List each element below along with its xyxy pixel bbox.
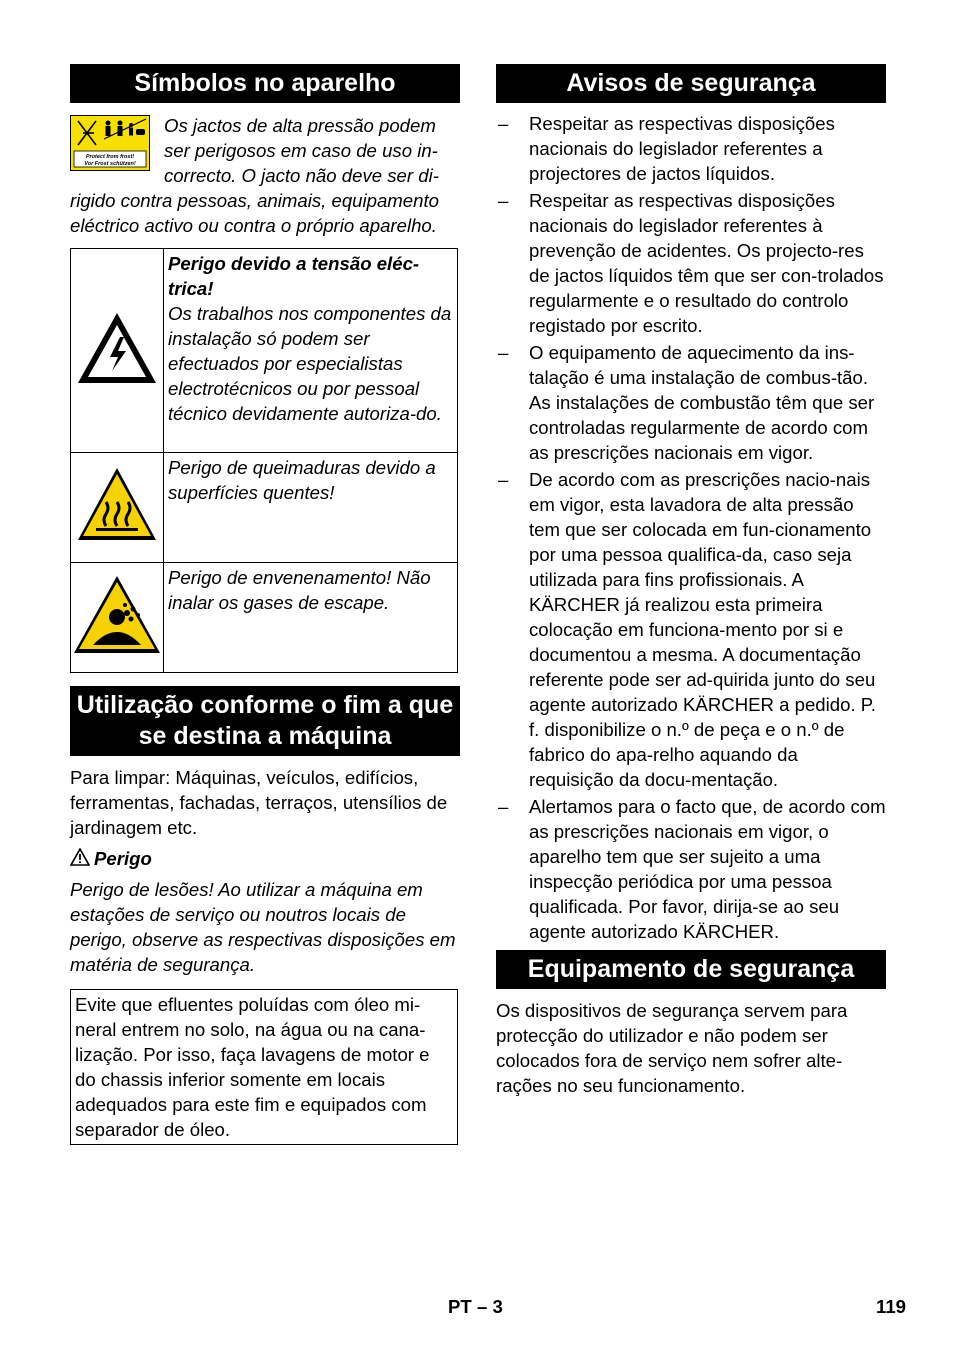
list-item: – De acordo com as prescrições nacio-nais em vigor, esta lavadora de alta pressão tem que ser colocada em fun-cionamento por uma pessoa qualifica-da, caso seja utilizada para fins profissionais. A KÄRCHER já realizou esta primeira colocação em funciona-mento por si e documentou a mesma. A documentação referente pode ser ad-quirida junto do seu agente autorizado KÄRCHER a pedido. P. f. disponibilize o n.º de peça e o n.º de fabrico do apa-relho aquando da requisição da docu-mentação. (498, 469, 876, 790)
warning-triangle-icon (70, 848, 90, 866)
list-item: – Respeitar as respectivas disposições nacionais do legislador referentes à prevenção de acidentes. Os projecto-res de jactos líquidos têm que ser con-trolados regularmente e o resultado do controlo registado por escrito. (498, 190, 884, 336)
svg-text:Protect from frost!: Protect from frost! (85, 154, 135, 160)
symbols-intro-block (70, 113, 460, 238)
symbol-table (70, 248, 458, 673)
equipment-text: Os dispositivos de segurança servem para protecção do utilizador e não podem ser colocados fora de serviço nem sofrer alte-rações no seu funcionamento. (496, 1000, 848, 1096)
burn-danger-text: Perigo de queimaduras devido a superfícies quentes! (168, 457, 436, 503)
equipment-heading: Equipamento de segurança (496, 950, 886, 989)
poison-danger-text: Perigo de envenenamento! Não inalar os gases de escape. (168, 567, 431, 613)
toxic-gas-icon (71, 573, 163, 657)
danger-label: Perigo (94, 848, 152, 869)
symbol-description (164, 249, 458, 453)
symbols-intro-text: Os jactos de alta pressão podem ser perigosos em caso de uso in-correcto. O jacto não deve ser di-rigido contra pessoas, animais, equipamento eléctrico activo ou contra o próprio aparelho. (70, 115, 439, 236)
safety-list (496, 111, 886, 944)
symbol-cell (71, 563, 164, 673)
usage-text: Para limpar: Máquinas, veículos, edifícios, ferramentas, fachadas, terraços, utensílios de jardinagem etc. (70, 767, 448, 838)
danger-label-row (70, 846, 460, 871)
footer-page-number: 119 (876, 1296, 906, 1317)
electric-danger-text: Os trabalhos nos componentes da instalação só podem ser efectuados por especialistas electrotécnicos ou por pessoal técnico devidamente autoriza-do. (168, 303, 452, 424)
left-column (70, 64, 460, 1145)
footer-section-label: PT – 3 (448, 1296, 503, 1317)
table-row (71, 249, 458, 453)
safety-heading: Avisos de segurança (496, 64, 886, 103)
list-item: – Alertamos para o facto que, de acordo com as prescrições nacionais em vigor, o aparelho tem que ser sujeito a uma inspecção periódica por uma pessoa qualificada. Por favor, dirija-se ao seu agente autorizado KÄRCHER. (498, 796, 886, 942)
electric-danger-title: Perigo devido a tensão eléc-trica! (168, 253, 420, 299)
danger-text: Perigo de lesões! Ao utilizar a máquina em estações de serviço ou noutros locais de perigo, observe as respectivas disposições em matéria de segurança. (70, 879, 456, 975)
list-item: – Respeitar as respectivas disposições nacionais do legislador referentes a projectores de jactos líquidos. (498, 113, 835, 184)
electric-hazard-icon (74, 309, 160, 387)
high-pressure-warning-label-icon (70, 115, 150, 171)
oil-notice-box: Evite que efluentes poluídas com óleo mi-neral entrem no solo, na água ou na cana-lização. Por isso, faça lavagens de motor e do chassis inferior somente em locais adequados para este fim e equipados com separador de óleo. (70, 989, 458, 1145)
table-row (71, 563, 458, 673)
usage-heading: Utilização conforme o fim a que se destina a máquina (70, 686, 460, 756)
table-row (71, 453, 458, 563)
list-item: – O equipamento de aquecimento da ins-talação é uma instalação de combus-tão. As instalações de combustão têm que ser controladas regularmente de acordo com as prescrições nacionais em vigor. (498, 342, 875, 463)
symbol-cell (71, 453, 164, 563)
symbol-description (164, 563, 458, 673)
symbols-heading: Símbolos no aparelho (70, 64, 460, 103)
svg-text:Vor Frost schützen!: Vor Frost schützen! (84, 161, 136, 167)
symbol-description (164, 453, 458, 563)
symbol-cell (71, 249, 164, 453)
hot-surface-icon (74, 464, 160, 546)
right-column (496, 64, 886, 1098)
